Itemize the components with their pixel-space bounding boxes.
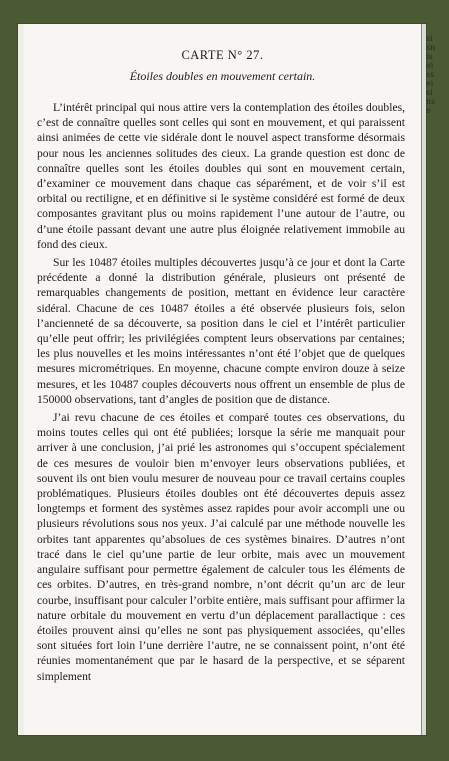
paragraph-1: L’intérêt principal qui nous attire vers la contemplation des étoiles doubles, c’est de connaître quelles sont celles qui sont en mouvement, et qui paraissent ainsi animées de cette vie sidérale dont le nouvel aspect transforme désormais pour nous les anciennes solitudes des cieux. La grande question est donc de connaître quelles sont les étoiles doubles qui sont en mouvement certain, d’examiner ce mouvement dans chaque cas séparément, et de voir s’il est orbital ou rectiligne, et en définitive si le système considéré est formé de deux composantes gravitant plus ou moins rapidement l’une autour de l’autre, ou d’une étoile passant devant une autre plus éloignée relativement immobile au fond des cieux. [37, 101, 405, 251]
book-page [24, 24, 422, 735]
page-frame [18, 24, 426, 735]
page-title: CARTE N° 27. [181, 48, 264, 62]
paragraph-3: J’ai revu chacune de ces étoiles et comparé toutes ces observations, du moins toutes celles qui ont été publiées; lorsque la série me manquait pour arriver à une conclusion, j’ai prié les astronomes qui s’occupent spécialement de ces mesures de vouloir bien m’envoyer leurs observations publiées, et souvent ils ont bien voulu mesurer de nouveau pour ce travail certains couples problématiques. Plusieurs étoiles doubles ont été découvertes depuis assez longtemps et forment des systèmes assez rapides pour avoir accompli une ou plusieurs révolutions sous nos yeux. J’ai calculé par une méthode nouvelle les orbites tant apparentes qu’absolues de ces systèmes binaires. D’autres n’ont tracé dans le ciel qu’une partie de leur orbite, mais avec un mouvement angulaire suffisant pour permettre également de calculer tous les éléments de ces orbites. D’autres, en très-grand nombre, n’ont décrit qu’un arc de leur courbe, insuffisant pour calculer l’orbite entière, mais suffisant pour affirmer la nature orbitale du mouvement en vertu d’un déplacement parallactique : ces étoiles prouvent ainsi qu’elles ne sont pas physiquement associées, qu’elles sont situées fort loin l’une derrière l’autre, ne se connaissent point, n’ont été réunies momentanément que par le hasard de la perspective, et se séparent simplement [37, 411, 405, 683]
page-subtitle: Étoiles doubles en mouvement certain. [129, 69, 316, 83]
page-edge [422, 24, 426, 735]
page-body [37, 100, 405, 687]
paragraph-2: Sur les 10487 étoiles multiples découvertes jusqu’à ce jour et dont la Carte précédente a donné la distribution générale, plusieurs ont présenté de remarquables changements de position, mettant en évidence leur caractère sidéral. Chacune de ces 10487 étoiles a été observée plusieurs fois, selon l’ancienneté de sa découverte, sa position dans le ciel et l’intérêt particulier qu’elle peut offrir; les privilégiées comptent leurs observations par centaines; les plus nouvelles et les moins intéressantes n’ont été l’objet que de quelques mesures micrométriques. En moyenne, chacune compte environ douze à seize mesures, et les 10487 couples découverts nous offrent un ensemble de plus de 150000 observations, tant d’angles de position que de distance. [37, 256, 405, 406]
adjacent-page-edge-text: sisniseisseisinse [426, 34, 436, 115]
